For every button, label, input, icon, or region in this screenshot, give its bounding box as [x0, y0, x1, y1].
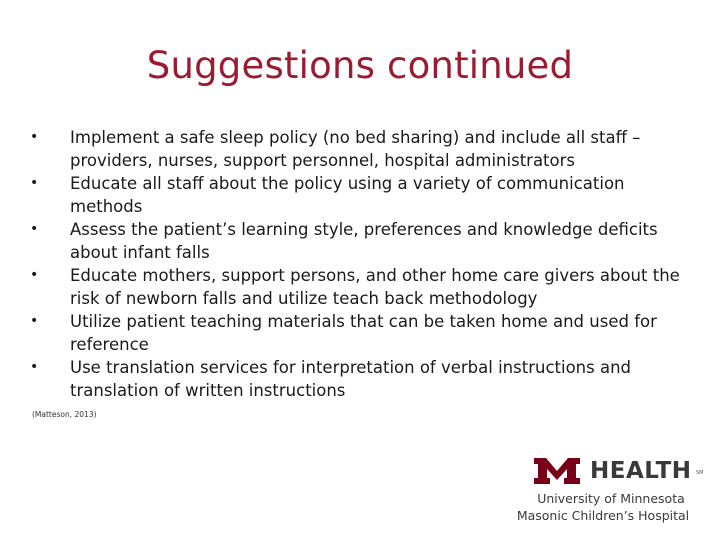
block-m-icon — [532, 456, 582, 486]
bullet-icon: • — [30, 267, 39, 283]
bullet-text: Implement a safe sleep policy (no bed sharing) and include all staff – providers, nurses, support personnel, hospital administrators — [70, 128, 641, 170]
list-item — [30, 172, 690, 218]
list-item — [30, 356, 690, 402]
list-item — [30, 264, 690, 310]
list-item — [30, 218, 690, 264]
logo-header — [532, 456, 704, 486]
bullet-list — [30, 126, 690, 402]
bullet-icon: • — [30, 129, 39, 145]
service-mark: SM — [696, 470, 704, 476]
institution-logo — [514, 456, 704, 528]
logo-health-text: HEALTH — [590, 458, 692, 484]
bullet-icon: • — [30, 221, 39, 237]
slide-title: Suggestions continued — [146, 44, 574, 87]
bullet-text: Use translation services for interpretation of verbal instructions and translation of written instructions — [70, 358, 632, 400]
logo-university-name: University of Minnesota — [537, 491, 685, 506]
bullet-text: Assess the patient’s learning style, preferences and knowledge deficits about infant falls — [70, 220, 658, 262]
list-item — [30, 310, 690, 356]
logo-hospital-name: Masonic Children’s Hospital — [516, 508, 690, 523]
bullet-text: Educate mothers, support persons, and other home care givers about the risk of newborn falls and utilize teach back methodology — [70, 266, 680, 308]
bullet-text: Educate all staff about the policy using a variety of communication methods — [70, 174, 625, 216]
list-item — [30, 126, 690, 172]
bullet-icon: • — [30, 175, 39, 191]
bullet-text: Utilize patient teaching materials that can be taken home and used for reference — [70, 312, 657, 354]
bullet-icon: • — [30, 313, 39, 329]
bullet-icon: • — [30, 359, 39, 375]
citation: (Matteson, 2013) — [32, 410, 97, 419]
